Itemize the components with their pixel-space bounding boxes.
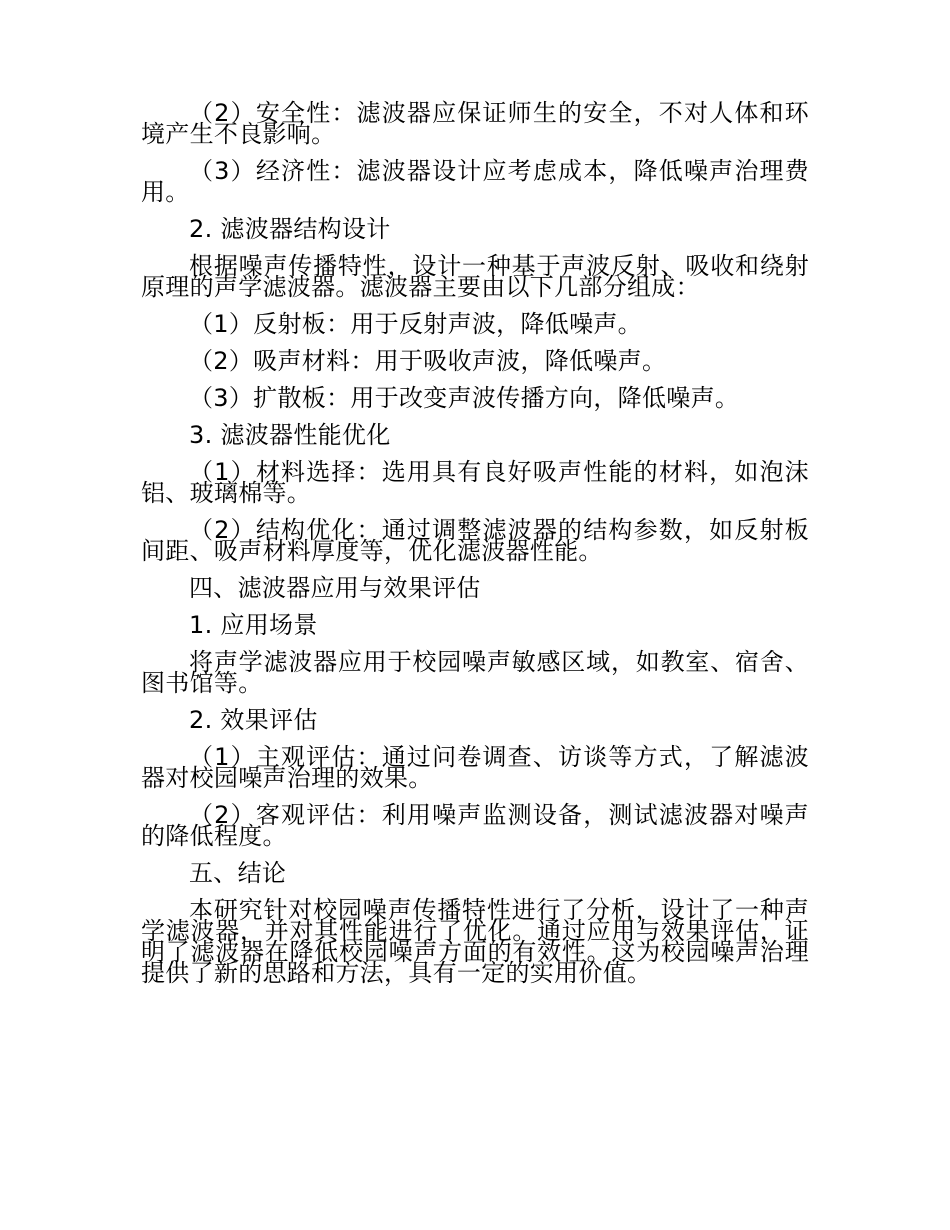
paragraph-structure-optimization: （2）结构优化：通过调整滤波器的结构参数，如反射板间距、吸声材料厚度等，优化滤波器性能。 xyxy=(141,516,809,565)
paragraph-subjective-evaluation: （1）主观评估：通过问卷调查、访谈等方式，了解滤波器对校园噪声治理的效果。 xyxy=(141,743,809,792)
paragraph-objective-evaluation: （2）客观评估：利用噪声监测设备，测试滤波器对噪声的降低程度。 xyxy=(141,801,809,850)
paragraph-conclusion: 本研究针对校园噪声传播特性进行了分析，设计了一种声学滤波器，并对其性能进行了优化。通过应用与效果评估，证明了滤波器在降低校园噪声方面的有效性。这为校园噪声治理提供了新的思路和方法，具有一定的实用价值。 xyxy=(141,896,809,987)
heading-structure-design: 2. 滤波器结构设计 xyxy=(189,215,391,243)
paragraph-reflector: （1）反射板：用于反射声波，降低噪声。 xyxy=(189,310,642,338)
paragraph-absorber: （2）吸声材料：用于吸收声波，降低噪声。 xyxy=(189,347,667,375)
heading-section-four: 四、滤波器应用与效果评估 xyxy=(189,574,481,602)
paragraph-material-selection: （1）材料选择：选用具有良好吸声性能的材料，如泡沫铝、玻璃棉等。 xyxy=(141,458,809,507)
paragraph-safety: （2）安全性：滤波器应保证师生的安全，不对人体和环境产生不良影响。 xyxy=(141,99,809,148)
heading-effect-evaluation: 2. 效果评估 xyxy=(189,706,318,734)
heading-conclusion: 五、结论 xyxy=(189,859,287,887)
document-page xyxy=(141,99,809,1000)
heading-application-scenario: 1. 应用场景 xyxy=(189,611,318,639)
paragraph-economy: （3）经济性：滤波器设计应考虑成本，降低噪声治理费用。 xyxy=(141,157,809,206)
paragraph-diffuser: （3）扩散板：用于改变声波传播方向，降低噪声。 xyxy=(189,384,740,412)
paragraph-structure-intro: 根据噪声传播特性，设计一种基于声波反射、吸收和绕射原理的声学滤波器。滤波器主要由以下几部分组成： xyxy=(141,252,809,301)
paragraph-application: 将声学滤波器应用于校园噪声敏感区域，如教室、宿舍、图书馆等。 xyxy=(141,648,809,697)
heading-performance-optimization: 3. 滤波器性能优化 xyxy=(189,421,391,449)
